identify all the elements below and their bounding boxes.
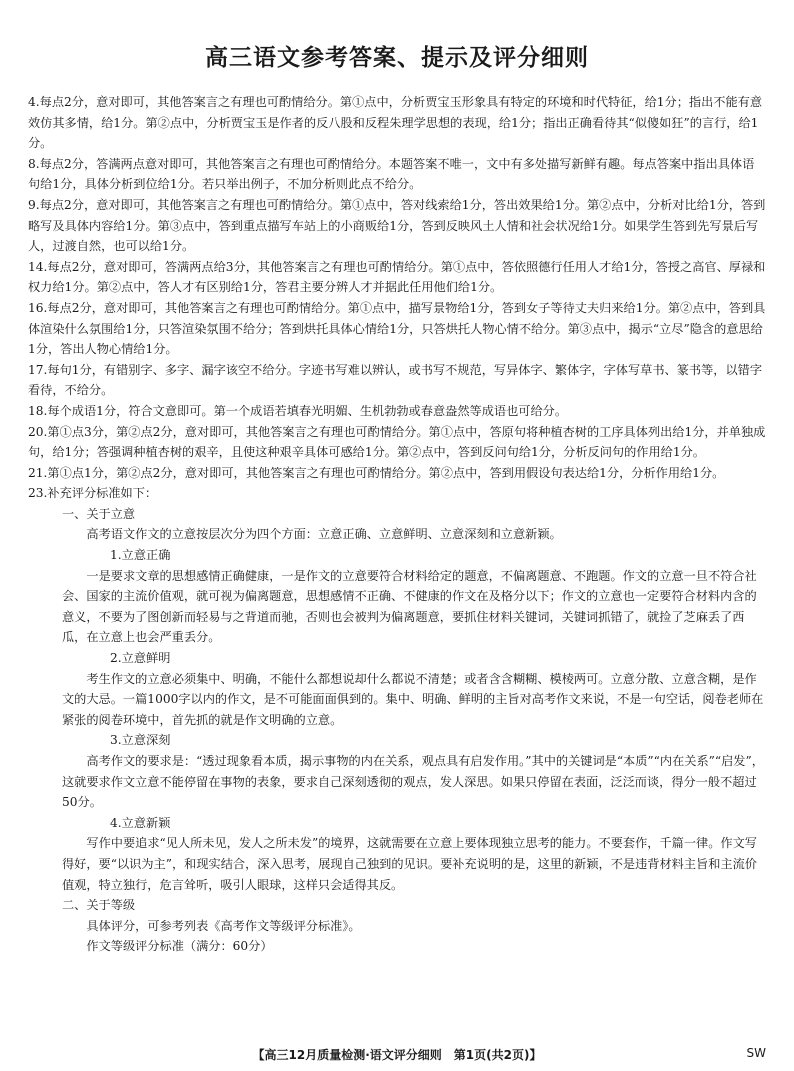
page-footer: 【高三12月质量检测·语文评分细则 第1页(共2页)】 (252, 1048, 542, 1062)
subsection-text: 考生作文的立意必须集中、明确，不能什么都想说却什么都说不清楚；或者含含糊糊、模棱两可。立意分散、立意含糊，是作文的大忌。一篇1000字以内的作文，是不可能面面俱到的。集中、明确、鲜明的主旨对高考作文来说，不是一句空话，阅卷老师在紧张的阅卷环境中，首先抓的就是作文明确的立意。 (62, 671, 764, 727)
answer-item-23: 23.补充评分标准如下： (28, 486, 158, 501)
document-body (28, 92, 766, 957)
section-lidea (28, 504, 766, 895)
answer-item-18: 18.每个成语1分，符合文意即可。第一个成语若填春光明媚、生机勃勃或春意盎然等成语也可给分。 (28, 403, 568, 418)
document-title: 高三语文参考答案、提示及评分细则 (205, 45, 589, 71)
subsection-heading: 2.立意鲜明 (110, 651, 171, 666)
section-heading: 二、关于等级 (62, 898, 136, 913)
subsection-heading: 4.立意新颖 (110, 815, 171, 830)
answer-item-16: 16.每点2分，意对即可，其他答案言之有理也可酌情给分。第①点中，描写景物给1分，答到女子等待丈夫归来给1分。第②点中，答到具体渲染什么氛围给1分，只答渲染氛围不给分；答到烘托具体心情给1分，只答烘托人物心情不给分。第③点中，揭示“立尽”隐含的意思给1分，答出人物心情给1分。 (28, 300, 766, 357)
subsection-text: 一是要求文章的思想感情正确健康，一是作文的立意要符合材料给定的题意，不偏离题意、不跑题。作文的立意一旦不符合社会、国家的主流价值观，就可视为偏离题意，思想感情不正确、不健康的作文在及格分以下；作文的立意也一定要符合材料内含的意义，不要为了图创新而轻易与之背道而驰，否则也会被判为偏离题意，要抓住材料关键词，关键词抓错了，就捡了芝麻丢了西瓜，在立意上也会严重丢分。 (62, 568, 757, 645)
answer-item-20: 20.第①点3分，第②点2分，意对即可，其他答案言之有理也可酌情给分。第①点中，答原句将种植杏树的工序具体列出给1分，并单独成句，给1分；答强调种植杏树的艰辛，且使这种艰辛具体可感给1分。第②点中，答到反问句给1分，分析反问句的作用给1分。 (28, 424, 766, 460)
answer-item-8: 8.每点2分，答满两点意对即可，其他答案言之有理也可酌情给分。本题答案不唯一，文中有多处描写新鲜有趣。每点答案中指出具体语句给1分，具体分析到位给1分。若只举出例子，不加分析则此点不给分。 (28, 156, 755, 192)
subsection-text: 写作中要追求“见人所未见，发人之所未发”的境界，这就需要在立意上要体现独立思考的能力。不要套作，千篇一律。作文写得好，要“以识为主”，和现实结合，深入思考，展现自己独到的见识。要补充说明的是，这里的新颖，不是违背材料主旨和主流价值观，特立独行，危言耸听，吸引人眼球，这样只会适得其反。 (62, 836, 757, 892)
answer-item-9: 9.每点2分，意对即可，其他答案言之有理也可酌情给分。第①点中，答对线索给1分，答出效果给1分。第②点中，分析对比给1分，答到略写及具体内容给1分。第③点中，答到重点描写车站上的小商贩给1分，答到反映风土人情和社会状况给1分。如果学生答到先写景后写人，过渡自然，也可以给1分。 (28, 197, 766, 254)
subsection-heading: 3.立意深刻 (110, 733, 171, 748)
section-grading (28, 895, 766, 957)
answer-item-21: 21.第①点1分，第②点2分，意对即可，其他答案言之有理也可酌情给分。第②点中，答到用假设句表达给1分，分析作用给1分。 (28, 465, 725, 480)
subsection-text: 高考作文的要求是：“透过现象看本质，揭示事物的内在关系，观点具有启发作用。”其中的关键词是“本质”“内在关系”“启发”，这就要求作文立意不能停留在事物的表象，要求自己深刻透彻的观点，发人深思。如果只停留在表面，泛泛而谈，得分一般不超过50分。 (62, 754, 764, 810)
answer-item-17: 17.每句1分，有错别字、多字、漏字该空不给分。字迹书写难以辨认，或书写不规范，写异体字、繁体字，字体写草书、篆书等，以错字看待，不给分。 (28, 362, 763, 398)
subsection-heading: 1.立意正确 (110, 548, 171, 563)
section-line: 作文等级评分标准（满分：60分） (86, 939, 273, 954)
answer-item-14: 14.每点2分，意对即可，答满两点给3分，其他答案言之有理也可酌情给分。第①点中，答依照德行任用人才给1分，答授之高官、厚禄和权力给1分。第②点中，答人才有区别给1分，答君主要分辨人才并据此任用他们给1分。 (28, 259, 766, 295)
section-intro: 高考语文作文的立意按层次分为四个方面：立意正确、立意鲜明、立意深刻和立意新颖。 (86, 527, 562, 542)
answer-item-4: 4.每点2分，意对即可，其他答案言之有理也可酌情给分。第①点中，分析贾宝玉形象具有特定的环境和时代特征，给1分；指出不能有意效仿其多情，给1分。第②点中，分析贾宝玉是作者的反八股和反程朱理学思想的表现，给1分；指出正确看待其“似傻如狂”的言行，给1分。 (28, 95, 763, 151)
footer-code: SW (746, 1046, 766, 1060)
section-line: 具体评分，可参考列表《高考作文等级评分标准》。 (86, 918, 361, 933)
section-heading: 一、关于立意 (62, 506, 136, 521)
